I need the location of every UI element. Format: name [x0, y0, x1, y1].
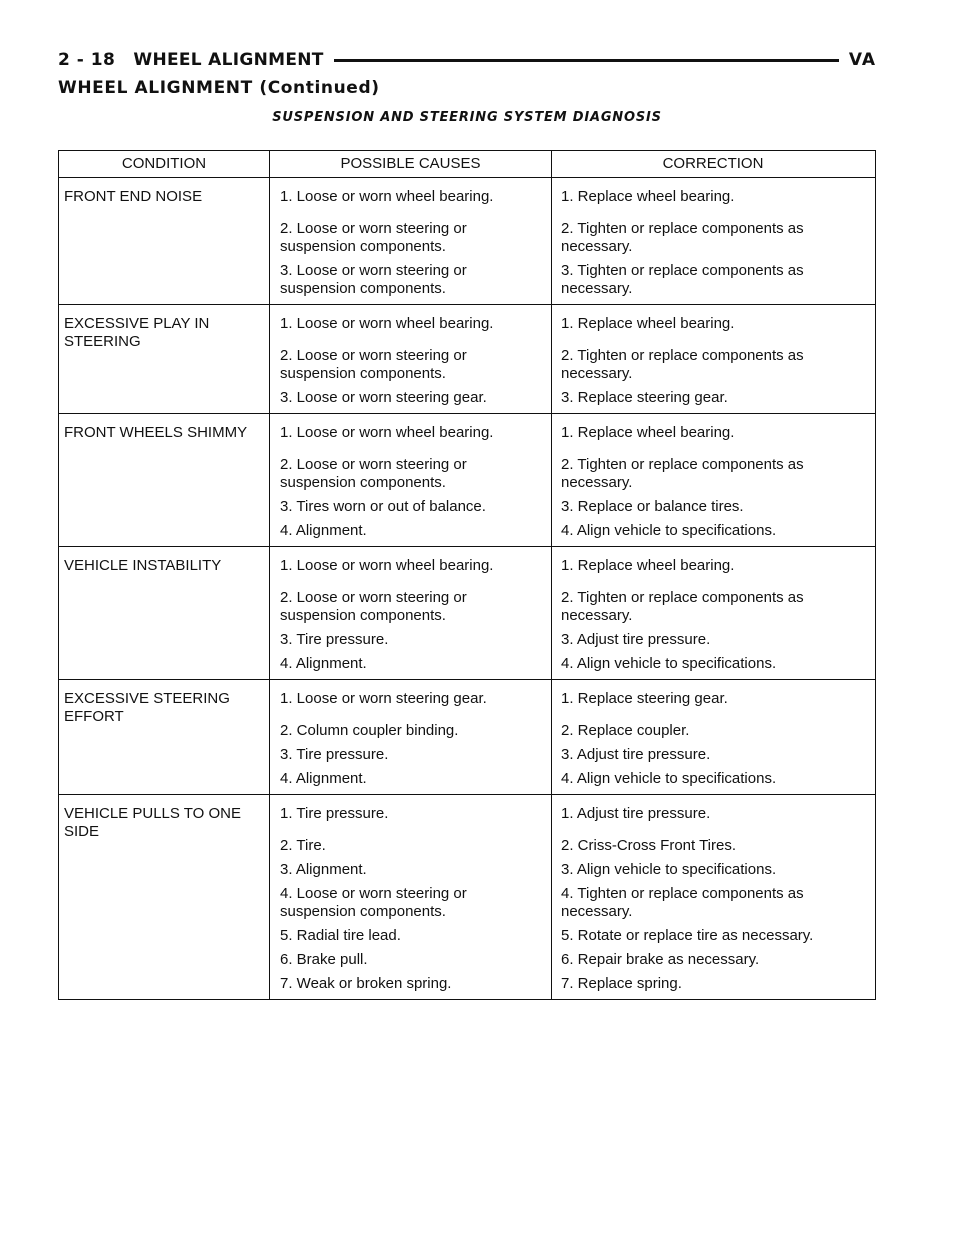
correction-item: 4. Tighten or replace components as necessary. — [561, 885, 804, 920]
correction-item: 2. Tighten or replace components as necessary. — [561, 589, 804, 624]
correction-item: 4. Align vehicle to specifications. — [561, 655, 777, 672]
correction-item: 6. Repair brake as necessary. — [561, 951, 760, 968]
cause-item: 3. Tire pressure. — [280, 746, 389, 763]
correction-item: 2. Tighten or replace components as necessary. — [561, 220, 804, 255]
cause-item: 4. Alignment. — [280, 655, 367, 672]
header-title: WHEEL ALIGNMENT — [133, 50, 324, 70]
condition-cell: EXCESSIVE STEERING EFFORT — [59, 680, 270, 794]
correction-item: 2. Criss-Cross Front Tires. — [561, 837, 737, 854]
cause-item: 4. Loose or worn steering or suspension components. — [280, 885, 467, 920]
cause-item: 2. Tire. — [280, 837, 326, 854]
correction-item: 4. Align vehicle to specifications. — [561, 522, 777, 539]
table-title: SUSPENSION AND STEERING SYSTEM DIAGNOSIS — [272, 110, 662, 125]
table-body — [59, 178, 875, 999]
cause-item: 2. Loose or worn steering or suspension components. — [280, 347, 467, 382]
correction-item: 4. Align vehicle to specifications. — [561, 770, 777, 787]
table-row-group — [59, 795, 875, 999]
condition-cell: VEHICLE PULLS TO ONE SIDE — [59, 795, 270, 999]
section-title: WHEEL ALIGNMENT (Continued) — [58, 78, 380, 98]
correction-cell — [552, 795, 874, 999]
cause-item: 3. Loose or worn steering or suspension components. — [280, 262, 467, 297]
correction-cell — [552, 680, 874, 794]
causes-cell — [270, 795, 552, 999]
correction-item: 1. Replace wheel bearing. — [561, 315, 735, 332]
causes-cell — [270, 305, 552, 413]
correction-item: 1. Replace wheel bearing. — [561, 424, 735, 441]
correction-item: 3. Adjust tire pressure. — [561, 631, 711, 648]
cause-item: 4. Alignment. — [280, 770, 367, 787]
causes-cell — [270, 178, 552, 304]
correction-item: 2. Replace coupler. — [561, 722, 690, 739]
correction-item: 1. Adjust tire pressure. — [561, 805, 711, 822]
correction-item: 2. Tighten or replace components as necessary. — [561, 347, 804, 382]
cause-item: 2. Loose or worn steering or suspension components. — [280, 220, 467, 255]
table-row-group — [59, 414, 875, 547]
condition-cell: FRONT END NOISE — [59, 178, 270, 304]
causes-cell — [270, 547, 552, 679]
correction-item: 3. Replace or balance tires. — [561, 498, 744, 515]
correction-cell — [552, 305, 874, 413]
correction-cell — [552, 414, 874, 546]
diagnosis-table — [58, 150, 876, 1000]
table-row-group — [59, 178, 875, 305]
cause-item: 3. Tires worn or out of balance. — [280, 498, 486, 515]
cause-item: 3. Tire pressure. — [280, 631, 389, 648]
correction-item: 1. Replace wheel bearing. — [561, 557, 735, 574]
correction-item: 3. Replace steering gear. — [561, 389, 728, 406]
cause-item: 1. Loose or worn wheel bearing. — [280, 188, 494, 205]
cause-item: 5. Radial tire lead. — [280, 927, 401, 944]
cause-item: 3. Loose or worn steering gear. — [280, 389, 487, 406]
cause-item: 1. Loose or worn wheel bearing. — [280, 315, 494, 332]
correction-item: 3. Adjust tire pressure. — [561, 746, 711, 763]
cause-item: 1. Tire pressure. — [280, 805, 389, 822]
correction-item: 1. Replace steering gear. — [561, 690, 728, 707]
cause-item: 3. Alignment. — [280, 861, 367, 878]
correction-cell — [552, 178, 874, 304]
table-row-group — [59, 305, 875, 414]
cause-item: 2. Loose or worn steering or suspension components. — [280, 456, 467, 491]
condition-cell: VEHICLE INSTABILITY — [59, 547, 270, 679]
column-header-correction: CORRECTION — [662, 155, 764, 172]
correction-cell — [552, 547, 874, 679]
correction-item: 1. Replace wheel bearing. — [561, 188, 735, 205]
cause-item: 2. Column coupler binding. — [280, 722, 459, 739]
cause-item: 7. Weak or broken spring. — [280, 975, 452, 992]
table-header-row — [59, 151, 875, 178]
causes-cell — [270, 414, 552, 546]
header-code: VA — [848, 50, 876, 70]
correction-item: 3. Align vehicle to specifications. — [561, 861, 777, 878]
cause-item: 1. Loose or worn wheel bearing. — [280, 557, 494, 574]
column-header-causes: POSSIBLE CAUSES — [270, 151, 552, 177]
table-row-group — [59, 547, 875, 680]
column-header-condition: CONDITION — [59, 151, 270, 177]
cause-item: 1. Loose or worn wheel bearing. — [280, 424, 494, 441]
correction-item: 7. Replace spring. — [561, 975, 682, 992]
cause-item: 2. Loose or worn steering or suspension components. — [280, 589, 467, 624]
condition-cell: FRONT WHEELS SHIMMY — [59, 414, 270, 546]
correction-item: 3. Tighten or replace components as necessary. — [561, 262, 804, 297]
cause-item: 1. Loose or worn steering gear. — [280, 690, 487, 707]
correction-item: 5. Rotate or replace tire as necessary. — [561, 927, 814, 944]
page-number: 2 - 18 — [58, 50, 116, 70]
table-row-group — [59, 680, 875, 795]
cause-item: 4. Alignment. — [280, 522, 367, 539]
condition-cell: EXCESSIVE PLAY IN STEERING — [59, 305, 270, 413]
causes-cell — [270, 680, 552, 794]
correction-item: 2. Tighten or replace components as necessary. — [561, 456, 804, 491]
page-header — [58, 46, 876, 74]
header-rule — [334, 59, 839, 62]
cause-item: 6. Brake pull. — [280, 951, 368, 968]
